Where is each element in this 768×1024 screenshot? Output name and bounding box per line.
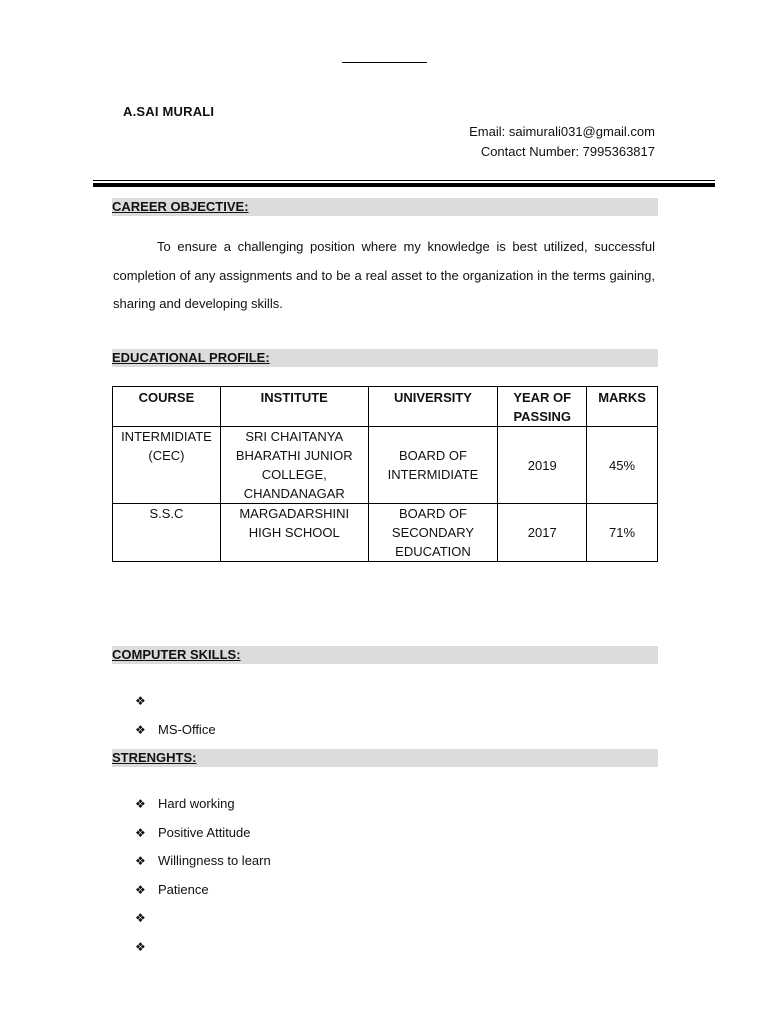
column-header-institute: INSTITUTE	[220, 387, 368, 427]
diamond-bullet-icon: ❖	[135, 722, 146, 737]
strength-text: Hard working	[158, 796, 235, 811]
contact-number-line: Contact Number: 7995363817	[480, 144, 655, 159]
university-cell: BOARD OF INTERMIDIATE	[368, 427, 498, 504]
strength-text: Willingness to learn	[158, 853, 271, 868]
list-item	[135, 823, 271, 852]
year-cell: 2017	[498, 504, 587, 562]
header-divider	[93, 180, 715, 187]
column-header-year: YEAR OF PASSING	[498, 387, 587, 427]
top-decorative-rule	[342, 62, 427, 63]
diamond-bullet-icon: ❖	[135, 825, 146, 840]
column-header-university: UNIVERSITY	[368, 387, 498, 427]
computer-skills-list	[135, 691, 216, 748]
table-header-row	[113, 387, 658, 427]
strengths-list	[135, 794, 271, 965]
education-table	[112, 386, 658, 562]
list-item	[135, 794, 271, 823]
diamond-bullet-icon: ❖	[135, 939, 146, 954]
strengths-heading: STRENGHTS:	[112, 749, 658, 767]
institute-cell: SRI CHAITANYA BHARATHI JUNIOR COLLEGE, CHANDANAGAR	[220, 427, 368, 504]
diamond-bullet-icon: ❖	[135, 911, 146, 925]
email-line: Email: saimurali031@gmail.com	[469, 124, 655, 139]
diamond-bullet-icon: ❖	[135, 882, 146, 897]
strength-text: Positive Attitude	[158, 824, 251, 840]
list-item	[135, 691, 216, 720]
marks-cell: 71%	[587, 504, 658, 562]
column-header-course: COURSE	[113, 387, 221, 427]
diamond-bullet-icon: ❖	[135, 797, 146, 811]
table-row	[113, 427, 658, 504]
year-cell: 2019	[498, 427, 587, 504]
diamond-bullet-icon: ❖	[135, 854, 146, 868]
course-cell: S.S.C	[113, 504, 221, 562]
university-cell: BOARD OF SECONDARY EDUCATION	[368, 504, 498, 562]
course-cell: INTERMIDIATE (CEC)	[113, 427, 221, 504]
marks-cell: 45%	[587, 427, 658, 504]
column-header-marks: MARKS	[587, 387, 658, 427]
institute-cell: MARGADARSHINI HIGH SCHOOL	[220, 504, 368, 562]
skill-text: MS-Office	[158, 721, 216, 737]
list-item	[135, 720, 216, 749]
candidate-name: A.SAI MURALI	[123, 104, 215, 119]
computer-skills-heading: COMPUTER SKILLS:	[112, 646, 658, 664]
career-objective-text	[113, 233, 655, 319]
contact-block	[469, 122, 655, 162]
career-objective-body: To ensure a challenging position where my knowledge is best utilized, successful completion of any assignments and to be a real asset to the organization in the terms gaining, sharing and developing skills.	[113, 239, 655, 311]
diamond-bullet-icon: ❖	[135, 694, 146, 708]
list-item	[135, 908, 271, 937]
list-item	[135, 937, 271, 966]
career-objective-heading: CAREER OBJECTIVE:	[112, 198, 658, 216]
educational-profile-heading: EDUCATIONAL PROFILE:	[112, 349, 658, 367]
list-item	[135, 880, 271, 909]
list-item	[135, 851, 271, 880]
strength-text: Patience	[158, 881, 209, 897]
table-row	[113, 504, 658, 562]
